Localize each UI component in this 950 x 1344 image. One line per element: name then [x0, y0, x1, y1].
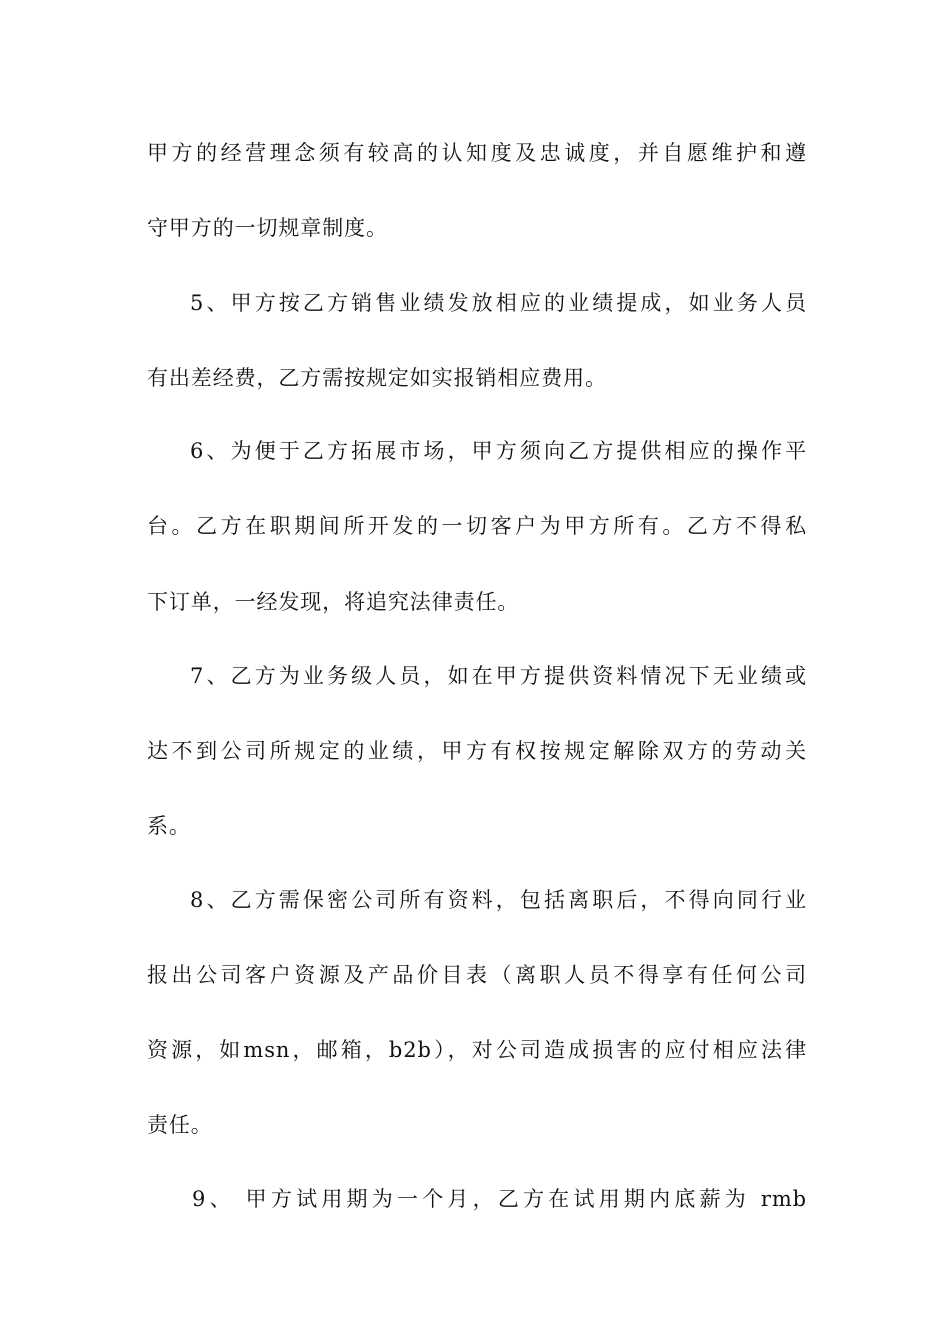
paragraph-line: 5、甲方按乙方销售业绩发放相应的业绩提成，如业务人员 — [190, 291, 807, 315]
paragraph-line: 守甲方的一切规章制度。 — [147, 216, 388, 240]
paragraph-line: 下订单，一经发现，将追究法律责任。 — [147, 590, 520, 614]
paragraph-line: 系。 — [147, 814, 191, 838]
paragraph-line: 资源，如msn，邮箱，b2b），对公司造成损害的应付相应法律 — [147, 1038, 807, 1062]
paragraph-line: 6、为便于乙方拓展市场，甲方须向乙方提供相应的操作平 — [190, 439, 807, 463]
paragraph-line: 责任。 — [147, 1113, 213, 1137]
paragraph-line: 达不到公司所规定的业绩，甲方有权按规定解除双方的劳动关 — [147, 739, 807, 763]
paragraph-line: 台。乙方在职期间所开发的一切客户为甲方所有。乙方不得私 — [147, 514, 807, 538]
paragraph-line: 8、乙方需保密公司所有资料，包括离职后，不得向同行业 — [190, 888, 807, 912]
paragraph-line: 9、 甲方试用期为一个月，乙方在试用期内底薪为 rmb — [192, 1187, 807, 1211]
paragraph-line: 报出公司客户资源及产品价目表（离职人员不得享有任何公司 — [147, 963, 807, 987]
paragraph-line: 有出差经费，乙方需按规定如实报销相应费用。 — [147, 366, 607, 390]
paragraph-line: 7、乙方为业务级人员，如在甲方提供资料情况下无业绩或 — [190, 664, 807, 688]
paragraph-line: 甲方的经营理念须有较高的认知度及忠诚度，并自愿维护和遵 — [147, 141, 807, 165]
